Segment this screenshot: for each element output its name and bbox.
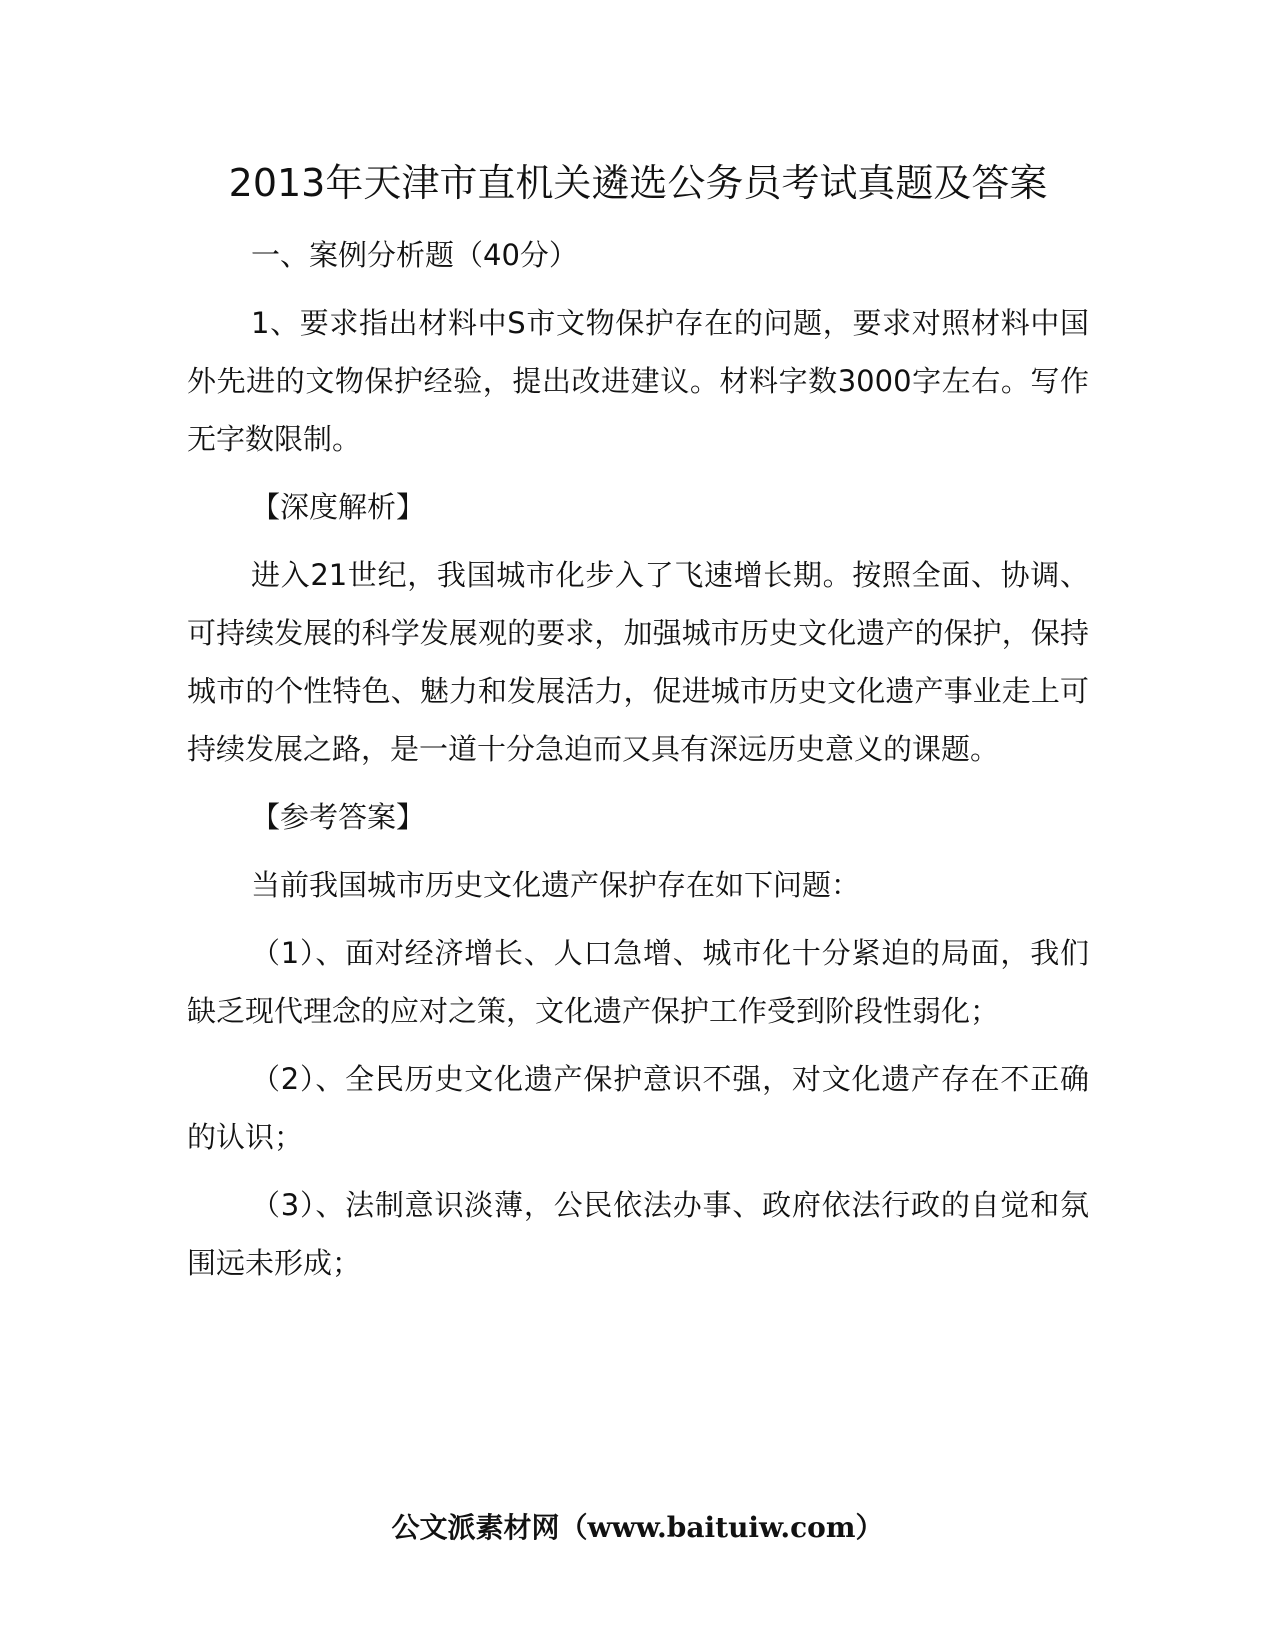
analysis-heading: 【深度解析】	[251, 490, 426, 524]
question-paragraph: 1、要求指出材料中S市文物保护存在的问题，要求对照材料中国外先进的文物保护经验，提出改进建议。材料字数3000字左右。写作无字数限制。	[187, 306, 1089, 456]
answer-item-1: （1）、面对经济增长、人口急增、城市化十分紧迫的局面，我们缺乏现代理念的应对之策，文化遗产保护工作受到阶段性弱化；	[187, 936, 1089, 1028]
section-heading: 一、案例分析题（40分）	[251, 238, 578, 272]
page-footer: 公文派素材网（www.baituiw.com）	[391, 1511, 884, 1544]
answer-item-2: （2）、全民历史文化遗产保护意识不强，对文化遗产存在不正确的认识；	[187, 1062, 1089, 1154]
analysis-paragraph: 进入21世纪，我国城市化步入了飞速增长期。按照全面、协调、可持续发展的科学发展观的要求，加强城市历史文化遗产的保护，保持城市的个性特色、魅力和发展活力，促进城市历史文化遗产事业走上可持续发展之路，是一道十分急迫而又具有深远历史意义的课题。	[187, 558, 1089, 766]
answer-intro: 当前我国城市历史文化遗产保护存在如下问题：	[251, 868, 861, 902]
document-page	[187, 150, 1089, 1292]
document-title: 2013年天津市直机关遴选公务员考试真题及答案	[228, 161, 1048, 205]
answer-item-3: （3）、法制意识淡薄，公民依法办事、政府依法行政的自觉和氛围远未形成；	[187, 1188, 1089, 1280]
answer-heading: 【参考答案】	[251, 800, 426, 834]
